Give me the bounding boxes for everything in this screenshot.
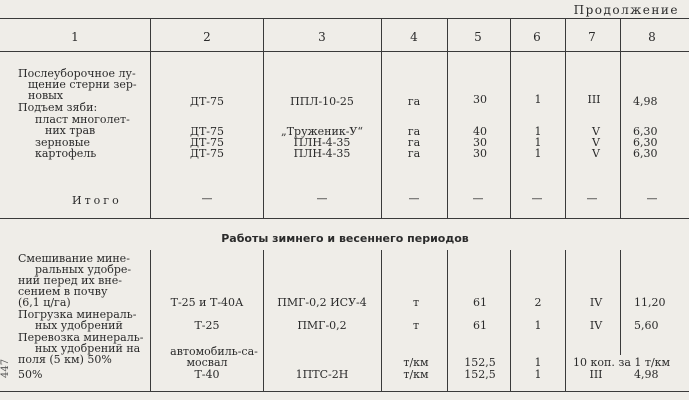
table-top-rule: [0, 18, 689, 19]
col-divider-6-lower: [565, 250, 566, 391]
header-col-7: 7: [588, 30, 596, 44]
col-divider-2-lower: [263, 250, 264, 391]
row-4-count: 1: [534, 147, 542, 160]
total-dash-col-5: —: [472, 192, 484, 205]
row2-0-name-line-1: Смешивание мине-: [18, 252, 130, 265]
row-0-rate: 4,98: [633, 95, 658, 108]
row-3-machine: ПЛН-4-35: [293, 136, 351, 149]
row2-0-name-line-3: ний перед их вне-: [18, 274, 122, 287]
page-number: 447: [0, 358, 11, 378]
row-2-tractor: ДТ-75: [190, 125, 224, 138]
row2-1-name-line-1: Погрузка минераль-: [18, 308, 137, 321]
row2-2-tariff: 10 коп. за 1 т/км: [573, 356, 671, 369]
row2-0-unit: т: [412, 296, 420, 309]
row2-3-tractor: Т-40: [194, 368, 220, 381]
row-0-name-line-2: щение стерни зер-: [28, 78, 137, 91]
table-bottom-rule: [0, 391, 689, 392]
row-3-count: 1: [534, 136, 542, 149]
row-4-name: картофель: [35, 147, 97, 160]
row2-1-tractor: Т-25: [194, 319, 220, 332]
row-0-name-line-1: Послеуборочное лу-: [18, 67, 136, 80]
row2-2-name-line-2: ных удобрений на: [35, 342, 141, 355]
row2-3-grade: III: [589, 368, 603, 381]
row2-1-machine: ПМГ-0,2: [297, 319, 347, 332]
row-2-unit: га: [407, 125, 421, 138]
row2-1-unit: т: [412, 319, 420, 332]
row-3-grade: V: [592, 136, 600, 149]
header-col-6: 6: [533, 30, 541, 44]
total-dash-col-6: —: [531, 192, 543, 205]
header-col-8: 8: [648, 30, 656, 44]
row2-2-name-line-1: Перевозка минераль-: [18, 331, 144, 344]
row-4-tractor: ДТ-75: [190, 147, 224, 160]
col-divider-4: [447, 18, 448, 218]
row2-3-unit: т/км: [403, 368, 429, 381]
row2-0-volume: 61: [473, 296, 487, 309]
row-0-unit: га: [407, 95, 421, 108]
row2-0-tractor: Т-25 и Т-40А: [170, 296, 244, 309]
row-2-grade: V: [592, 125, 600, 138]
row2-1-rate: 5,60: [634, 319, 659, 332]
row-2-name-line-1: пласт многолет-: [35, 113, 130, 126]
row2-0-count: 2: [534, 296, 542, 309]
row-0-count: 1: [534, 93, 542, 106]
row2-0-grade: IV: [589, 296, 603, 309]
section-title: Работы зимнего и весеннего периодов: [221, 232, 469, 245]
row-1-name: Подъем зяби:: [18, 101, 98, 114]
row2-1-count: 1: [534, 319, 542, 332]
row2-2-name-line-3: поля (5 км) 50%: [18, 353, 112, 366]
col-divider-1-lower: [150, 250, 151, 391]
row2-1-grade: IV: [589, 319, 603, 332]
col-divider-1: [150, 18, 151, 218]
row-0-machine: ППЛ-10-25: [290, 95, 354, 108]
total-dash-col-3: —: [316, 192, 328, 205]
row2-2-count: 1: [534, 356, 542, 369]
row-3-volume: 30: [473, 136, 487, 149]
col-divider-7: [620, 18, 621, 218]
row-4-rate: 6,30: [633, 147, 658, 160]
col-divider-3-lower: [381, 250, 382, 391]
col-divider-5-lower: [510, 250, 511, 391]
row-3-tractor: ДТ-75: [190, 136, 224, 149]
row-3-unit: га: [407, 136, 421, 149]
row-3-name: зерновые: [35, 136, 90, 149]
total-label: Итого: [72, 194, 122, 207]
row2-0-name-line-5: (6,1 ц/га): [18, 296, 71, 309]
row-0-volume: 30: [473, 93, 487, 106]
total-dash-col-8: —: [646, 192, 658, 205]
header-col-1: 1: [71, 30, 79, 44]
total-dash-col-2: —: [201, 192, 213, 205]
col-divider-4-lower: [447, 250, 448, 391]
col-divider-2: [263, 18, 264, 218]
row2-3-machine: 1ПТС-2Н: [295, 368, 349, 381]
row-2-machine: „Труженик-У“: [280, 125, 364, 138]
col-divider-3: [381, 18, 382, 218]
col-divider-7-lower: [620, 250, 621, 355]
row-2-name-line-2: них трав: [45, 124, 96, 137]
row-4-unit: га: [407, 147, 421, 160]
row2-2-vehicle-line-1: автомобиль-са-: [170, 345, 258, 358]
row2-1-name-line-2: ных удобрений: [35, 319, 123, 332]
row2-3-volume: 152,5: [464, 368, 496, 381]
row2-0-name-line-4: сением в почву: [18, 285, 108, 298]
row-2-volume: 40: [473, 125, 487, 138]
row2-0-machine: ПМГ-0,2 ИСУ-4: [277, 296, 367, 309]
header-bottom-rule: [0, 51, 689, 52]
row-2-count: 1: [534, 125, 542, 138]
row-4-machine: ПЛН-4-35: [293, 147, 351, 160]
row-4-grade: V: [592, 147, 600, 160]
row2-3-rate: 4,98: [634, 368, 659, 381]
row2-2-unit: т/км: [403, 356, 429, 369]
header-col-4: 4: [410, 30, 418, 44]
header-col-5: 5: [474, 30, 482, 44]
section-rule: [0, 218, 689, 219]
row2-2-volume: 152,5: [464, 356, 496, 369]
total-dash-col-7: —: [586, 192, 598, 205]
row-4-volume: 30: [473, 147, 487, 160]
col-divider-6: [565, 18, 566, 218]
header-col-2: 2: [203, 30, 211, 44]
row2-1-volume: 61: [473, 319, 487, 332]
row-0-tractor: ДТ-75: [190, 95, 224, 108]
row-3-rate: 6,30: [633, 136, 658, 149]
row-0-name-line-3: новых: [28, 89, 64, 102]
row2-0-rate: 11,20: [634, 296, 666, 309]
total-dash-col-4: —: [408, 192, 420, 205]
header-col-3: 3: [318, 30, 326, 44]
continuation-label: Продолжение: [573, 3, 679, 17]
row2-0-name-line-2: ральных удобре-: [35, 263, 132, 276]
row2-3-name: 50%: [18, 368, 43, 381]
row2-3-count: 1: [534, 368, 542, 381]
col-divider-5: [510, 18, 511, 218]
row-2-rate: 6,30: [633, 125, 658, 138]
row2-2-vehicle-line-2: мосвал: [186, 356, 228, 369]
row-0-grade: III: [587, 93, 601, 106]
